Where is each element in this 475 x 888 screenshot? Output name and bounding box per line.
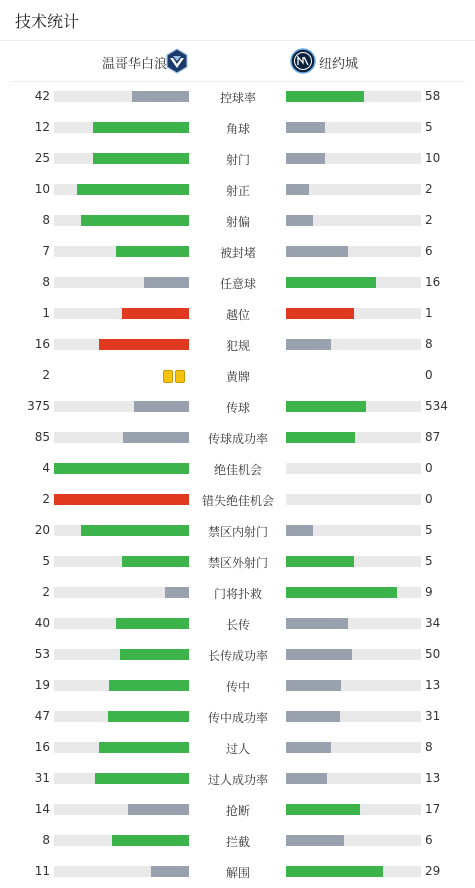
home-stat-bar bbox=[54, 122, 189, 133]
away-stat-value: 0 bbox=[425, 492, 433, 506]
stat-label: 射偏 bbox=[225, 215, 250, 229]
home-stat-value: 8 bbox=[42, 213, 50, 227]
home-stat-bar bbox=[54, 463, 189, 474]
stat-label: 控球率 bbox=[219, 91, 256, 105]
stat-label: 角球 bbox=[225, 122, 250, 136]
away-stat-value: 534 bbox=[425, 399, 448, 413]
stat-label: 门将扑救 bbox=[213, 587, 262, 601]
away-stat-bar-fill bbox=[286, 711, 340, 722]
away-stat-value: 16 bbox=[425, 275, 441, 289]
stat-label: 过人成功率 bbox=[207, 773, 268, 787]
stat-row bbox=[0, 205, 475, 236]
stat-row bbox=[0, 794, 475, 825]
stat-row bbox=[0, 112, 475, 143]
home-stat-value: 8 bbox=[42, 275, 50, 289]
stat-row bbox=[0, 329, 475, 360]
home-stat-bar-fill bbox=[81, 215, 189, 226]
home-stat-value: 19 bbox=[34, 678, 50, 692]
home-stat-bar-fill bbox=[54, 494, 189, 505]
stat-row bbox=[0, 546, 475, 577]
team-header bbox=[0, 46, 475, 78]
stat-label: 射门 bbox=[225, 153, 250, 167]
away-stat-bar bbox=[286, 122, 421, 133]
home-stat-bar-fill bbox=[122, 308, 190, 319]
stat-label: 长传成功率 bbox=[207, 649, 268, 663]
away-stat-bar bbox=[286, 339, 421, 350]
away-stat-bar-fill bbox=[286, 773, 327, 784]
away-stat-value: 6 bbox=[425, 833, 433, 847]
away-stat-bar bbox=[286, 246, 421, 257]
away-stat-bar bbox=[286, 773, 421, 784]
away-stat-bar bbox=[286, 215, 421, 226]
stat-label: 传中 bbox=[225, 680, 250, 694]
away-stat-value: 50 bbox=[425, 647, 441, 661]
away-stat-bar-fill bbox=[286, 215, 313, 226]
away-stat-value: 31 bbox=[425, 709, 441, 723]
home-yellow-cards bbox=[163, 368, 187, 387]
yellow-card-icon bbox=[163, 370, 173, 383]
away-stat-bar-fill bbox=[286, 122, 325, 133]
stat-row bbox=[0, 81, 475, 112]
away-stat-bar-fill bbox=[286, 866, 383, 877]
home-stat-bar bbox=[54, 215, 189, 226]
stat-row bbox=[0, 422, 475, 453]
away-stat-value: 5 bbox=[425, 120, 433, 134]
stat-row bbox=[0, 577, 475, 608]
home-stat-value: 53 bbox=[34, 647, 50, 661]
away-stat-bar-fill bbox=[286, 618, 348, 629]
home-stat-bar bbox=[54, 246, 189, 257]
stat-label: 越位 bbox=[225, 308, 250, 322]
home-stat-bar-fill bbox=[99, 339, 189, 350]
home-stat-value: 5 bbox=[42, 554, 50, 568]
stat-label: 黄牌 bbox=[225, 370, 250, 384]
title-divider bbox=[0, 40, 475, 41]
home-stat-value: 40 bbox=[34, 616, 50, 630]
home-stat-value: 31 bbox=[34, 771, 50, 785]
stat-label: 传球成功率 bbox=[207, 432, 268, 446]
home-stat-bar bbox=[54, 494, 189, 505]
page-title: 技术统计 bbox=[15, 12, 80, 31]
home-stat-bar bbox=[54, 91, 189, 102]
yellow-card-icon bbox=[175, 370, 185, 383]
stat-row bbox=[0, 639, 475, 670]
home-stat-bar bbox=[54, 184, 189, 195]
home-stat-bar bbox=[54, 339, 189, 350]
away-stat-bar-fill bbox=[286, 153, 325, 164]
home-stat-bar-fill bbox=[128, 804, 189, 815]
home-stat-bar bbox=[54, 556, 189, 567]
stat-label: 被封堵 bbox=[219, 246, 256, 260]
home-stat-bar-fill bbox=[123, 432, 189, 443]
home-stat-bar bbox=[54, 680, 189, 691]
away-stat-bar-fill bbox=[286, 308, 354, 319]
away-stat-bar-fill bbox=[286, 525, 313, 536]
away-stat-bar-fill bbox=[286, 742, 331, 753]
home-stat-bar bbox=[54, 277, 189, 288]
home-stat-bar-fill bbox=[116, 246, 189, 257]
home-stat-value: 25 bbox=[34, 151, 50, 165]
home-stat-bar-fill bbox=[112, 835, 189, 846]
away-stat-value: 13 bbox=[425, 678, 441, 692]
stat-label: 错失绝佳机会 bbox=[201, 494, 274, 508]
home-stat-value: 20 bbox=[34, 523, 50, 537]
stat-label: 禁区内射门 bbox=[207, 525, 268, 539]
away-stat-value: 10 bbox=[425, 151, 441, 165]
stat-label: 任意球 bbox=[219, 277, 256, 291]
away-stat-value: 1 bbox=[425, 306, 433, 320]
home-stat-value: 11 bbox=[34, 864, 50, 878]
stat-row bbox=[0, 825, 475, 856]
away-stat-value: 5 bbox=[425, 523, 433, 537]
away-stat-value: 9 bbox=[425, 585, 433, 599]
home-stat-bar bbox=[54, 742, 189, 753]
away-stat-bar bbox=[286, 432, 421, 443]
stat-row bbox=[0, 856, 475, 887]
away-stat-value: 29 bbox=[425, 864, 441, 878]
stat-row bbox=[0, 174, 475, 205]
stat-row bbox=[0, 391, 475, 422]
vancouver-whitecaps-logo-icon[interactable] bbox=[166, 48, 188, 74]
home-stat-value: 42 bbox=[34, 89, 50, 103]
home-stat-bar-fill bbox=[93, 122, 189, 133]
stat-label: 射正 bbox=[225, 184, 250, 198]
away-stat-bar bbox=[286, 649, 421, 660]
away-stat-bar bbox=[286, 401, 421, 412]
away-stat-bar-fill bbox=[286, 804, 360, 815]
stat-label: 绝佳机会 bbox=[213, 463, 262, 477]
away-stat-bar-fill bbox=[286, 246, 348, 257]
home-stat-bar bbox=[54, 153, 189, 164]
away-stat-bar bbox=[286, 494, 421, 505]
stat-row bbox=[0, 484, 475, 515]
stat-row bbox=[0, 608, 475, 639]
away-stat-bar bbox=[286, 153, 421, 164]
home-stat-bar bbox=[54, 308, 189, 319]
stat-row bbox=[0, 670, 475, 701]
home-stat-bar-fill bbox=[122, 556, 190, 567]
away-stat-bar-fill bbox=[286, 680, 341, 691]
home-stat-value: 85 bbox=[34, 430, 50, 444]
away-stat-value: 34 bbox=[425, 616, 441, 630]
away-stat-bar bbox=[286, 587, 421, 598]
stat-row bbox=[0, 732, 475, 763]
away-stat-value: 0 bbox=[425, 461, 433, 475]
home-stat-value: 8 bbox=[42, 833, 50, 847]
away-stat-bar bbox=[286, 308, 421, 319]
stat-row bbox=[0, 515, 475, 546]
home-stat-bar-fill bbox=[151, 866, 189, 877]
home-stat-bar bbox=[54, 866, 189, 877]
home-stat-bar bbox=[54, 804, 189, 815]
away-stat-value: 8 bbox=[425, 337, 433, 351]
stat-row bbox=[0, 298, 475, 329]
away-stat-bar-fill bbox=[286, 184, 309, 195]
home-stat-value: 16 bbox=[34, 740, 50, 754]
home-team-name[interactable]: 温哥华白浪 bbox=[102, 57, 168, 72]
home-stat-bar-fill bbox=[144, 277, 189, 288]
stat-label: 长传 bbox=[225, 618, 250, 632]
away-stat-bar bbox=[286, 277, 421, 288]
away-stat-value: 2 bbox=[425, 213, 433, 227]
stat-row bbox=[0, 236, 475, 267]
home-stat-bar-fill bbox=[120, 649, 189, 660]
home-stat-bar-fill bbox=[99, 742, 189, 753]
away-stat-value: 58 bbox=[425, 89, 441, 103]
home-stat-value: 4 bbox=[42, 461, 50, 475]
away-stat-value: 13 bbox=[425, 771, 441, 785]
away-stat-bar-fill bbox=[286, 339, 331, 350]
stat-row bbox=[0, 453, 475, 484]
home-stat-value: 2 bbox=[42, 585, 50, 599]
away-stat-value: 5 bbox=[425, 554, 433, 568]
home-stat-bar bbox=[54, 649, 189, 660]
away-stat-value: 17 bbox=[425, 802, 441, 816]
away-stat-bar bbox=[286, 463, 421, 474]
home-stat-bar bbox=[54, 711, 189, 722]
away-stat-bar bbox=[286, 742, 421, 753]
away-stat-bar-fill bbox=[286, 277, 376, 288]
stat-row bbox=[0, 763, 475, 794]
home-stat-value: 47 bbox=[34, 709, 50, 723]
away-stat-bar bbox=[286, 711, 421, 722]
away-stat-bar-fill bbox=[286, 649, 352, 660]
away-stat-bar bbox=[286, 184, 421, 195]
home-stat-bar-fill bbox=[132, 91, 189, 102]
home-stat-value: 375 bbox=[27, 399, 50, 413]
away-stat-bar bbox=[286, 804, 421, 815]
away-stat-bar bbox=[286, 618, 421, 629]
away-stat-bar bbox=[286, 835, 421, 846]
away-stat-bar bbox=[286, 680, 421, 691]
home-stat-bar-fill bbox=[165, 587, 189, 598]
away-stat-bar bbox=[286, 525, 421, 536]
home-stat-bar-fill bbox=[77, 184, 189, 195]
away-stat-bar bbox=[286, 91, 421, 102]
home-stat-bar-fill bbox=[108, 711, 189, 722]
home-stat-value: 7 bbox=[42, 244, 50, 258]
away-stat-value: 8 bbox=[425, 740, 433, 754]
stat-label: 抢断 bbox=[225, 804, 250, 818]
stat-row bbox=[0, 143, 475, 174]
stat-label: 解围 bbox=[225, 866, 250, 880]
home-stat-bar bbox=[54, 432, 189, 443]
stat-label: 传球 bbox=[225, 401, 250, 415]
home-stat-bar-fill bbox=[95, 773, 190, 784]
away-stat-bar bbox=[286, 866, 421, 877]
stat-row bbox=[0, 701, 475, 732]
stat-label: 禁区外射门 bbox=[207, 556, 268, 570]
home-stat-bar-fill bbox=[116, 618, 189, 629]
away-stat-bar-fill bbox=[286, 835, 344, 846]
away-stat-bar-fill bbox=[286, 556, 354, 567]
home-stat-bar bbox=[54, 525, 189, 536]
away-stat-bar bbox=[286, 556, 421, 567]
home-stat-value: 12 bbox=[34, 120, 50, 134]
home-stat-bar bbox=[54, 618, 189, 629]
nycfc-logo-icon[interactable] bbox=[290, 48, 316, 74]
stat-label: 过人 bbox=[225, 742, 250, 756]
stat-label: 传中成功率 bbox=[207, 711, 268, 725]
away-stat-value: 6 bbox=[425, 244, 433, 258]
home-stat-bar-fill bbox=[134, 401, 189, 412]
home-stat-bar bbox=[54, 835, 189, 846]
away-stat-bar-fill bbox=[286, 587, 397, 598]
away-stat-bar-fill bbox=[286, 91, 364, 102]
home-stat-value: 16 bbox=[34, 337, 50, 351]
away-team-name[interactable]: 纽约城 bbox=[319, 57, 359, 72]
away-stat-value: 2 bbox=[425, 182, 433, 196]
away-stat-value: 0 bbox=[425, 368, 433, 382]
home-stat-bar bbox=[54, 587, 189, 598]
home-stat-value: 1 bbox=[42, 306, 50, 320]
home-stat-bar-fill bbox=[81, 525, 189, 536]
away-stat-bar-fill bbox=[286, 401, 366, 412]
home-stat-value: 10 bbox=[34, 182, 50, 196]
home-stat-bar-fill bbox=[93, 153, 189, 164]
home-stat-bar-fill bbox=[109, 680, 189, 691]
stat-row bbox=[0, 360, 475, 391]
stats-list bbox=[0, 81, 475, 887]
away-stat-value: 87 bbox=[425, 430, 441, 444]
stat-row bbox=[0, 267, 475, 298]
home-stat-value: 2 bbox=[42, 492, 50, 506]
home-stat-bar bbox=[54, 773, 189, 784]
home-stat-bar bbox=[54, 401, 189, 412]
home-stat-value: 2 bbox=[42, 368, 50, 382]
home-stat-bar-fill bbox=[54, 463, 189, 474]
stat-label: 犯规 bbox=[225, 339, 250, 353]
away-stat-bar-fill bbox=[286, 432, 355, 443]
stat-label: 拦截 bbox=[225, 835, 250, 849]
home-stat-value: 14 bbox=[34, 802, 50, 816]
